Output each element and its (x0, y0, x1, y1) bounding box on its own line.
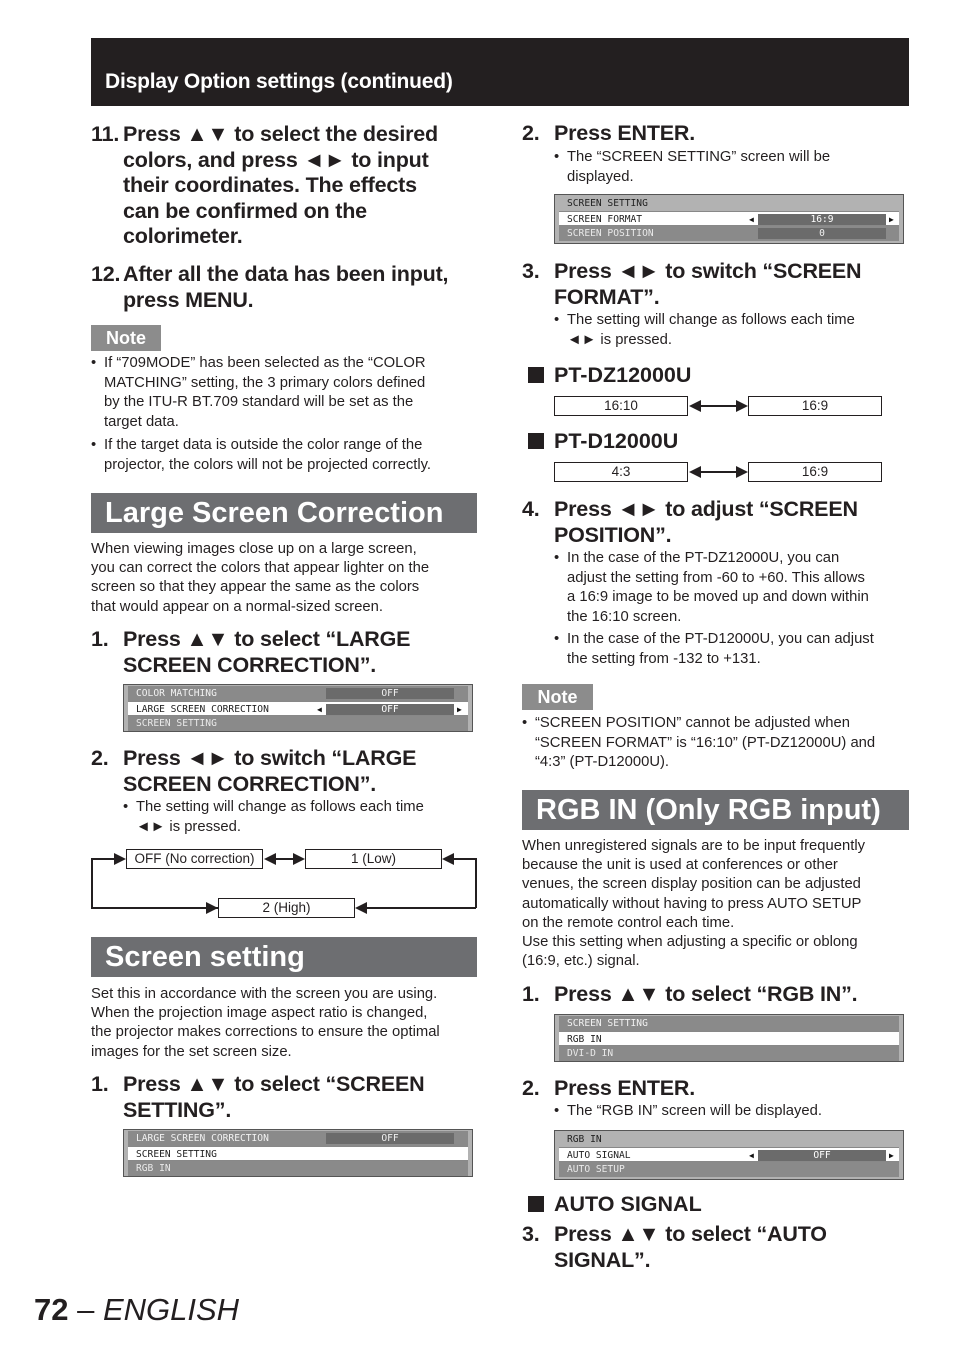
step-line: Press ◄► to switch “LARGE (123, 746, 417, 770)
page-number: 72 (34, 1292, 69, 1327)
flow-arrowhead (293, 853, 305, 865)
note-line: If the target data is outside the color range of the (104, 437, 423, 453)
note-label: Note (522, 684, 593, 710)
step-number: 1. (522, 982, 540, 1006)
section-title-screen-setting: Screen setting (91, 937, 477, 977)
flow-line (367, 907, 476, 909)
osd-row-label: SCREEN SETTING (567, 198, 648, 209)
osd-row-label: AUTO SETUP (567, 1164, 625, 1175)
intro-line: Set this in accordance with the screen you are using. (91, 986, 438, 1002)
step-number: 11. (91, 122, 120, 146)
osd-row-selected (559, 211, 899, 226)
note-line: If “709MODE” has been selected as the “COLOR (104, 355, 426, 371)
step-line: Press ▲▼ to select “AUTO (554, 1222, 827, 1246)
bullet-line: the setting from -132 to +131. (567, 650, 761, 667)
osd-row-label: SCREEN FORMAT (567, 214, 643, 225)
section-intro (522, 837, 909, 971)
intro-line: venues, the screen display position can be adjusted (522, 876, 861, 893)
flow-box-off: OFF (No correction) (126, 849, 263, 869)
osd-row-selected (128, 701, 468, 716)
bullet-line: The “RGB IN” screen will be displayed. (567, 1103, 822, 1119)
intro-line: When viewing images close up on a large screen, (91, 541, 417, 557)
osd-row-label: SCREEN SETTING (136, 1149, 217, 1160)
osd-row (559, 1162, 899, 1177)
model-heading (528, 429, 678, 454)
step-line: After all the data has been input, (123, 262, 449, 286)
flow-arrowhead (736, 400, 748, 412)
osd-menu-screen-setting (554, 194, 904, 244)
osd-row (128, 1161, 468, 1176)
page-footer (34, 1292, 239, 1328)
osd-row (559, 226, 899, 241)
intro-line: When unregistered signals are to be input frequently (522, 838, 866, 854)
step-number: 2. (91, 746, 109, 770)
osd-row-selected (559, 1147, 899, 1162)
osd-row (128, 716, 468, 731)
osd-row-value: OFF (326, 704, 454, 715)
flow-arrowhead (264, 853, 276, 865)
section-intro (91, 985, 481, 1062)
flow-arrowhead (689, 466, 701, 478)
step-number: 2. (522, 1076, 540, 1100)
arrow-left-icon: ◀ (317, 705, 322, 714)
step-line: Press ▲▼ to select “RGB IN”. (554, 982, 858, 1006)
flow-line (700, 471, 736, 473)
osd-row-label: RGB IN (567, 1034, 602, 1045)
intro-line: images for the set screen size. (91, 1043, 292, 1060)
step-number: 1. (91, 627, 109, 651)
osd-row-label: AUTO SIGNAL (567, 1150, 631, 1161)
flow-line (91, 858, 93, 908)
osd-row-label: SCREEN POSITION (567, 228, 654, 239)
intro-line: (16:9, etc.) signal. (522, 953, 640, 970)
step-number: 2. (522, 121, 540, 145)
flow-line (91, 907, 218, 909)
osd-row-label: RGB IN (567, 1134, 602, 1145)
step-line: Press ENTER. (554, 1076, 695, 1100)
section-intro (91, 540, 477, 617)
model-heading (528, 363, 691, 388)
step-number: 3. (522, 259, 540, 283)
flow-arrowhead (689, 400, 701, 412)
osd-row-selected (128, 1146, 468, 1161)
osd-row-value: OFF (326, 688, 454, 699)
flow-line (475, 858, 477, 908)
osd-row-selected (559, 1031, 899, 1046)
bullet-line: displayed. (567, 168, 634, 185)
step-line: Press ◄► to adjust “SCREEN (554, 497, 858, 521)
bullet-line: The setting will change as follows each time (136, 799, 424, 815)
flow-arrowhead (114, 853, 126, 865)
osd-row-value: OFF (326, 1133, 454, 1144)
intro-line: automatically without having to press AUTO SETUP (522, 895, 862, 912)
osd-row-value: 16:9 (758, 214, 886, 225)
note-line: “4:3” (PT-D12000U). (535, 754, 670, 770)
footer-dash: – (68, 1292, 103, 1327)
flow-arrowhead (442, 853, 454, 865)
note-line: target data. (104, 413, 179, 430)
osd-menu-large-screen-correction (123, 684, 473, 732)
step-line: Press ▲▼ to select “LARGE (123, 627, 411, 651)
step-line: SIGNAL”. (554, 1247, 651, 1272)
note-label: Note (91, 325, 161, 351)
osd-row-label: RGB IN (136, 1163, 171, 1174)
intro-line: the projector makes corrections to ensure the optimal (91, 1024, 440, 1041)
flow-box-format-a: 16:10 (554, 396, 688, 416)
osd-row-label: COLOR MATCHING (136, 688, 217, 699)
footer-language: ENGLISH (102, 1292, 240, 1327)
step-line: Press ▲▼ to select “SCREEN (123, 1072, 425, 1096)
flow-box-format-a: 4:3 (554, 462, 688, 482)
osd-menu-rgb-in-select (554, 1014, 904, 1062)
osd-row-label: SCREEN SETTING (567, 1018, 648, 1029)
step-line: SCREEN CORRECTION”. (123, 771, 377, 796)
osd-row (559, 1016, 899, 1031)
intro-line: on the remote control each time. (522, 914, 735, 931)
note-line: by the ITU-R BT.709 standard will be set as the (104, 394, 414, 410)
step-line: SCREEN CORRECTION”. (123, 652, 377, 677)
osd-row-label: DVI-D IN (567, 1048, 614, 1059)
flow-box-format-b: 16:9 (748, 396, 882, 416)
intro-line: screen so that they appear the same as the colors (91, 579, 420, 596)
note-line: MATCHING” setting, the 3 primary colors defined (104, 374, 426, 391)
step-line: colorimeter. (123, 224, 243, 248)
step-number: 1. (91, 1072, 109, 1096)
step-line: their coordinates. The effects (123, 173, 417, 197)
intro-line: you can correct the colors that appear lighter on the (91, 560, 430, 577)
osd-menu-screen-setting-select (123, 1129, 473, 1177)
step-number: 3. (522, 1222, 540, 1246)
osd-row (128, 1131, 468, 1146)
flow-arrowhead (355, 902, 367, 914)
note-line: “SCREEN POSITION” cannot be adjusted when (535, 715, 850, 731)
arrow-right-icon: ▶ (889, 1151, 894, 1160)
arrow-right-icon: ▶ (889, 215, 894, 224)
square-bullet-icon (528, 367, 544, 383)
osd-row-label: LARGE SCREEN CORRECTION (136, 704, 269, 715)
osd-row (559, 196, 899, 211)
osd-row-value: OFF (758, 1150, 886, 1161)
step-line: colors, and press ◄► to input (123, 147, 429, 172)
flow-line (700, 405, 736, 407)
step-line: Press ◄► to switch “SCREEN (554, 259, 862, 283)
bullet-line: The “SCREEN SETTING” screen will be (567, 149, 831, 165)
intro-line: because the unit is used at conferences or other (522, 857, 838, 874)
section-header-title: Display Option settings (continued) (105, 70, 453, 93)
model-name: PT-D12000U (554, 429, 679, 453)
intro-line: that would appear on a normal-sized screen. (91, 598, 383, 615)
section-title-large-screen-correction: Large Screen Correction (91, 493, 477, 533)
flow-arrowhead (736, 466, 748, 478)
auto-signal-heading (528, 1192, 702, 1217)
section-header-bar (91, 38, 909, 106)
bullet-line: a 16:9 image to be moved up and down within (567, 589, 869, 605)
section-title-rgb-in: RGB IN (Only RGB input) (522, 790, 909, 830)
osd-row (128, 686, 468, 701)
intro-line: Use this setting when adjusting a specific or oblong (522, 934, 858, 951)
step-line: Press ▲▼ to select the desired (123, 122, 438, 146)
flow-arrowhead (206, 902, 218, 914)
osd-row-label: SCREEN SETTING (136, 718, 217, 729)
osd-menu-rgb-in (554, 1130, 904, 1180)
arrow-right-icon: ▶ (457, 705, 462, 714)
step-line: can be confirmed on the (123, 198, 367, 223)
note-line: “SCREEN FORMAT” is “16:10” (PT-DZ12000U) and (535, 734, 876, 751)
square-bullet-icon (528, 1196, 544, 1212)
step-number: 12. (91, 262, 121, 286)
osd-row (559, 1132, 899, 1147)
bullet-line: ◄► is pressed. (136, 818, 241, 835)
step-line: Press ENTER. (554, 121, 695, 145)
arrow-left-icon: ◀ (749, 215, 754, 224)
osd-row-label: LARGE SCREEN CORRECTION (136, 1133, 269, 1144)
flow-line (454, 858, 476, 860)
bullet-line: adjust the setting from -60 to +60. This allows (567, 569, 865, 586)
square-bullet-icon (528, 433, 544, 449)
flow-line (91, 858, 115, 860)
step-line: POSITION”. (554, 522, 672, 547)
bullet-line: In the case of the PT-DZ12000U, you can (567, 550, 840, 566)
flow-line (275, 858, 293, 860)
subheading-text: AUTO SIGNAL (554, 1192, 702, 1216)
arrow-left-icon: ◀ (749, 1151, 754, 1160)
bullet-line: the 16:10 screen. (567, 608, 682, 625)
step-number: 4. (522, 497, 540, 521)
step-line: SETTING”. (123, 1097, 232, 1122)
step-line: FORMAT”. (554, 284, 660, 309)
bullet-line: In the case of the PT-D12000U, you can adjust (567, 631, 874, 647)
note-line: projector, the colors will not be projected correctly. (104, 456, 432, 473)
flow-box-high: 2 (High) (218, 898, 355, 918)
osd-row (559, 1046, 899, 1061)
intro-line: When the projection image aspect ratio is changed, (91, 1005, 428, 1022)
osd-row-value: 0 (758, 228, 886, 239)
model-name: PT-DZ12000U (554, 363, 692, 387)
flow-box-low: 1 (Low) (305, 849, 442, 869)
flow-box-format-b: 16:9 (748, 462, 882, 482)
step-line: press MENU. (123, 287, 254, 312)
bullet-line: ◄► is pressed. (567, 331, 672, 348)
bullet-line: The setting will change as follows each time (567, 312, 855, 328)
